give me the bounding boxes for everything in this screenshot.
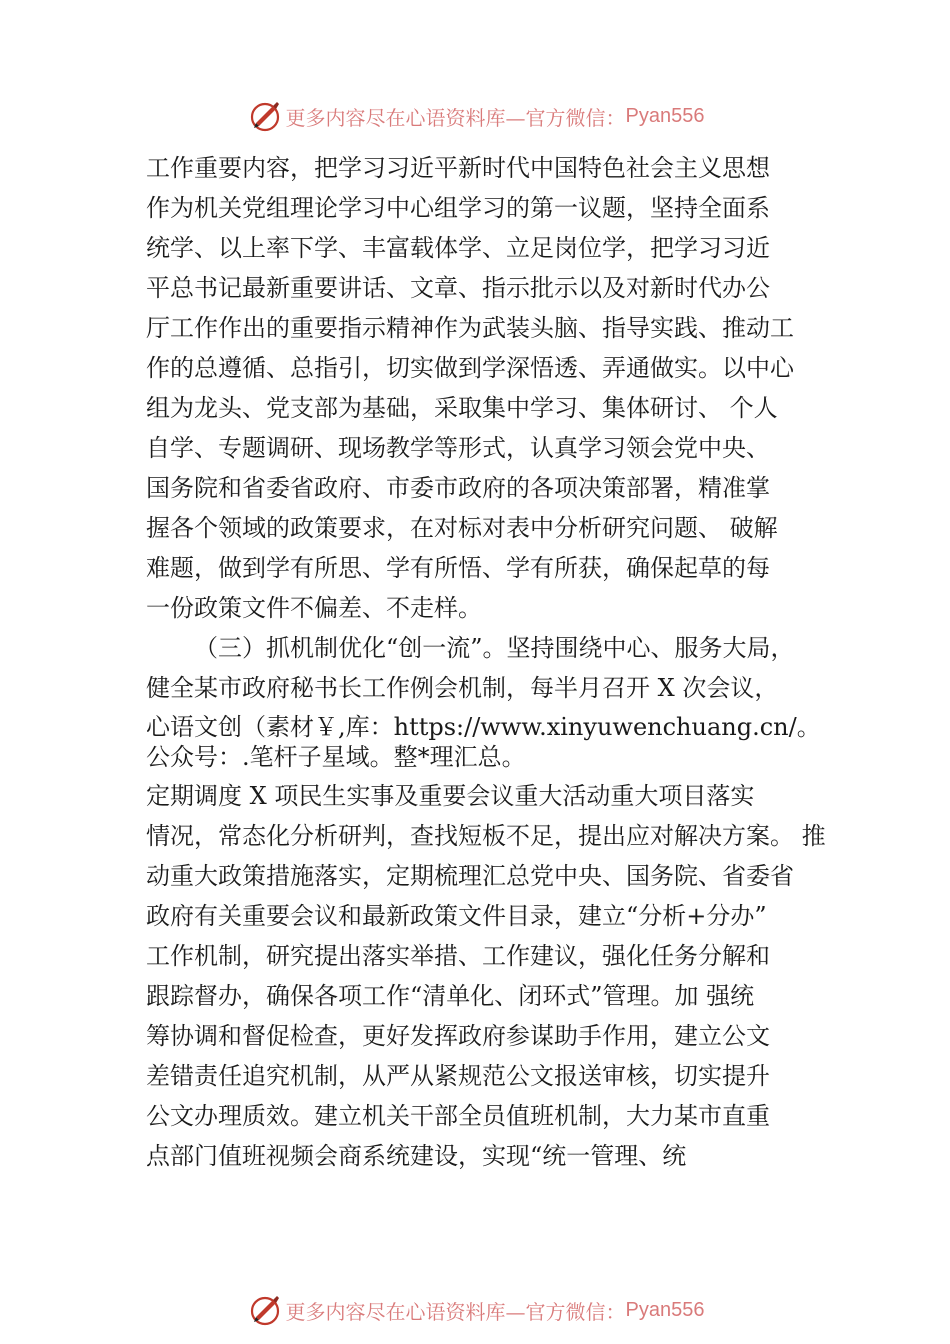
text-line: 自学、专题调研、现场教学等形式，认真学习领会党中央、 bbox=[146, 434, 770, 462]
header-banner bbox=[0, 94, 950, 138]
banner-handle: Pyan556 bbox=[625, 104, 705, 127]
banner-text: 更多内容尽在心语资料库—官方微信： bbox=[285, 1299, 626, 1324]
section-heading-line: （三）抓机制优化“创一流”。坚持围绕中心、服务大局， bbox=[194, 634, 795, 662]
text-line: 筹协调和督促检查，更好发挥政府参谋助手作用，建立公文 bbox=[146, 1022, 770, 1050]
text-line: 政府有关重要会议和最新政策文件目录，建立“分析+分办” bbox=[146, 902, 767, 930]
text-line: 公文办理质效。建立机关干部全员值班机制，大力某市直重 bbox=[146, 1102, 770, 1130]
banner-text: 更多内容尽在心语资料库—官方微信： bbox=[285, 105, 626, 130]
text-line: 作为机关党组理论学习中心组学习的第一议题，坚持全面系 bbox=[146, 194, 770, 222]
text-line: 情况，常态化分析研判，查找短板不足，提出应对解决方案。 推 bbox=[146, 822, 826, 850]
text-line: 平总书记最新重要讲话、文章、指示批示以及对新时代办公 bbox=[146, 274, 770, 302]
text-line: 跟踪督办，确保各项工作“清单化、闭环式”管理。加 强统 bbox=[146, 982, 755, 1010]
text-line: 作的总遵循、总指引，切实做到学深悟透、弄通做实。以中心 bbox=[146, 354, 794, 382]
text-line: 难题，做到学有所思、学有所悟、学有所获，确保起草的每 bbox=[146, 554, 770, 582]
text-line: 国务院和省委省政府、市委市政府的各项决策部署，精准掌 bbox=[146, 474, 770, 502]
footer-banner bbox=[0, 1288, 950, 1332]
text-line: 定期调度 X 项民生实事及重要会议重大活动重大项目落实 bbox=[146, 782, 755, 810]
banner-handle: Pyan556 bbox=[625, 1298, 705, 1321]
document-body bbox=[146, 148, 826, 1176]
text-line: 工作机制，研究提出落实举措、工作建议，强化任务分解和 bbox=[146, 942, 770, 970]
text-line: 工作重要内容，把学习习近平新时代中国特色社会主义思想 bbox=[146, 154, 770, 182]
text-line: 组为龙头、党支部为基础，采取集中学习、集体研讨、 个人 bbox=[146, 394, 778, 422]
pen-circle-logo-icon bbox=[246, 1291, 284, 1329]
watermark-line: 心语文创（素材￥,库：https://www.xinyuwenchuang.cn/。 bbox=[146, 713, 821, 741]
text-line: 点部门值班视频会商系统建设，实现“统一管理、统 bbox=[146, 1142, 687, 1170]
pen-circle-logo-icon bbox=[246, 97, 284, 135]
text-line: 厅工作作出的重要指示精神作为武装头脑、指导实践、推动工 bbox=[146, 314, 794, 342]
text-line: 健全某市政府秘书长工作例会机制，每半月召开 X 次会议， bbox=[146, 674, 779, 702]
text-line: 握各个领域的政策要求，在对标对表中分析研究问题、 破解 bbox=[146, 514, 778, 542]
text-line: 动重大政策措施落实，定期梳理汇总党中央、国务院、省委省 bbox=[146, 862, 794, 890]
watermark-line: 公众号：.笔杆子星域。整*理汇总。 bbox=[146, 743, 526, 771]
text-line: 一份政策文件不偏差、不走样。 bbox=[146, 594, 482, 622]
text-line: 差错责任追究机制，从严从紧规范公文报送审核，切实提升 bbox=[146, 1062, 770, 1090]
text-line: 统学、以上率下学、丰富载体学、立足岗位学，把学习习近 bbox=[146, 234, 770, 262]
